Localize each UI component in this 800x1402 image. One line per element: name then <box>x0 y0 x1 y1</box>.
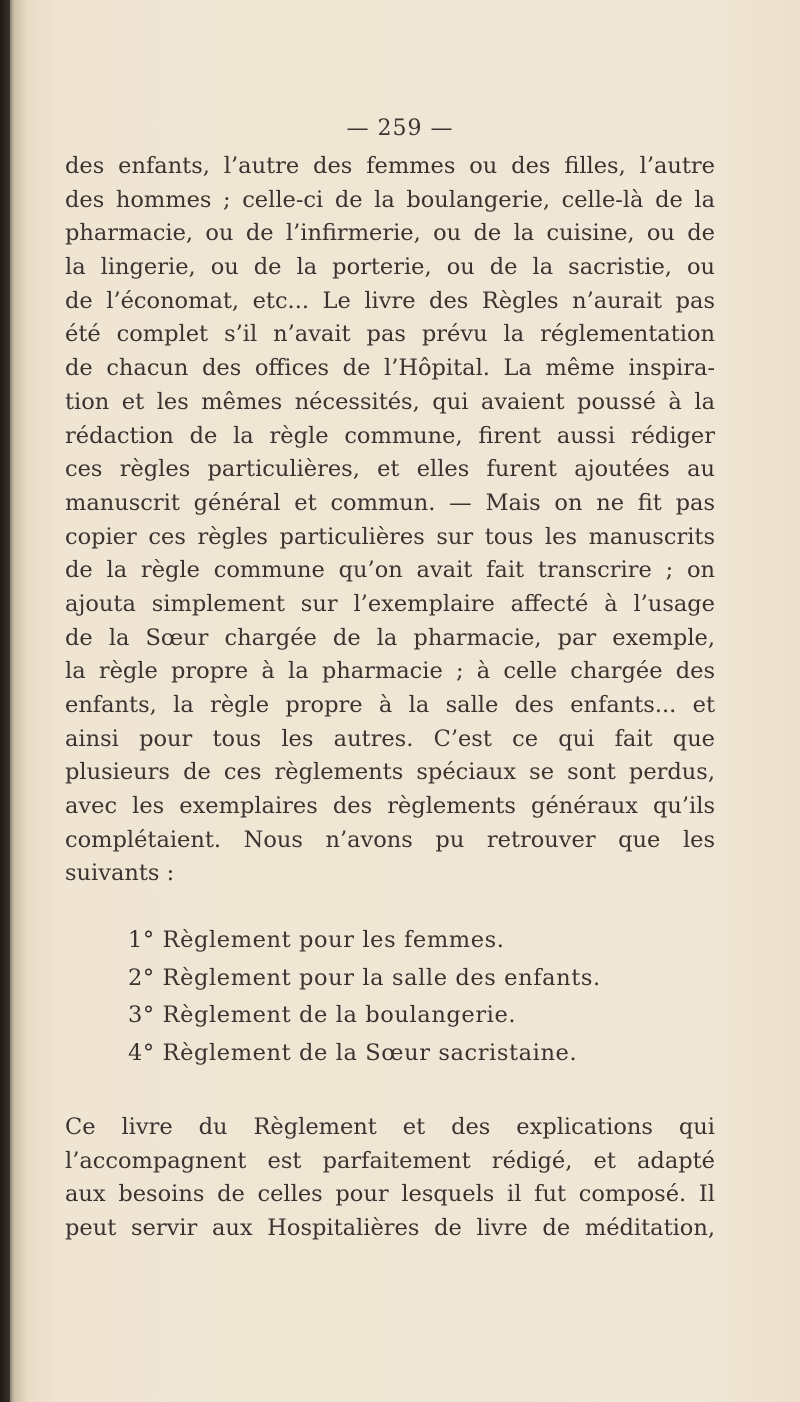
text-line: avec les exemplaires des règlements généraux qu’ils <box>65 793 715 820</box>
list-number: 1° <box>128 927 155 953</box>
text-line: la lingerie, ou de la porterie, ou de la sacristie, ou <box>65 254 715 281</box>
text-line: été complet s’il n’avait pas prévu la réglementation <box>65 321 715 348</box>
text-line: enfants, la règle propre à la salle des enfants... et <box>65 692 715 718</box>
text-line: de chacun des offices de l’Hôpital. La même inspira- <box>65 355 715 382</box>
text-line: Ce livre du Règlement et des explications qui <box>65 1114 715 1140</box>
list-text: Règlement pour la salle des enfants. <box>162 964 601 991</box>
text-line: des enfants, l’autre des femmes ou des filles, l’autre <box>65 153 715 179</box>
list-text: Règlement pour les femmes. <box>162 927 505 953</box>
book-spine-edge <box>0 0 10 1402</box>
text-line: de la règle commune qu’on avait fait transcrire ; on <box>65 557 715 584</box>
text-line: de la Sœur chargée de la pharmacie, par exemple, <box>65 624 715 651</box>
text-line: ces règles particulières, et elles furent ajoutées au <box>65 456 715 483</box>
text-line: tion et les mêmes nécessités, qui avaient poussé à la <box>65 388 715 415</box>
paragraph-closing <box>65 1111 715 1246</box>
list-item <box>128 960 601 998</box>
text-line: des hommes ; celle-ci de la boulangerie, celle-là de la <box>65 186 715 213</box>
text-line: plusieurs de ces règlements spéciaux se sont perdus, <box>65 759 715 786</box>
list-number: 4° <box>128 1039 155 1066</box>
text-line: rédaction de la règle commune, firent aussi rédiger <box>65 422 715 449</box>
text-line: manuscrit général et commun. — Mais on ne fit pas <box>65 489 715 516</box>
list-item <box>128 997 601 1035</box>
text-line: complétaient. Nous n’avons pu retrouver que les <box>65 826 715 853</box>
list-item <box>128 922 601 960</box>
text-line: suivants : <box>65 860 175 887</box>
list-text: Règlement de la boulangerie. <box>162 1002 517 1028</box>
list-number: 2° <box>128 964 155 991</box>
text-line: pharmacie, ou de l’infirmerie, ou de la cuisine, ou de <box>65 220 715 247</box>
text-line: ajouta simplement sur l’exemplaire affecté à l’usage <box>65 590 715 617</box>
list-number: 3° <box>128 1002 155 1028</box>
list-text: Règlement de la Sœur sacristaine. <box>162 1039 578 1066</box>
text-line: peut servir aux Hospitalières de livre de méditation, <box>65 1215 715 1242</box>
text-line: copier ces règles particulières sur tous les manuscrits <box>65 523 715 550</box>
text-line: aux besoins de celles pour lesquels il fut composé. Il <box>65 1181 715 1208</box>
paragraph-main <box>65 150 715 891</box>
text-line: l’accompagnent est parfaitement rédigé, et adapté <box>65 1147 715 1174</box>
text-line: la règle propre à la pharmacie ; à celle chargée des <box>65 658 715 685</box>
text-line: de l’économat, etc... Le livre des Règles n’aurait pas <box>65 287 715 314</box>
regulations-list <box>128 922 601 1072</box>
list-item <box>128 1035 601 1073</box>
page-number: — 259 — <box>346 116 454 141</box>
text-line: ainsi pour tous les autres. C’est ce qui fait que <box>65 725 715 752</box>
